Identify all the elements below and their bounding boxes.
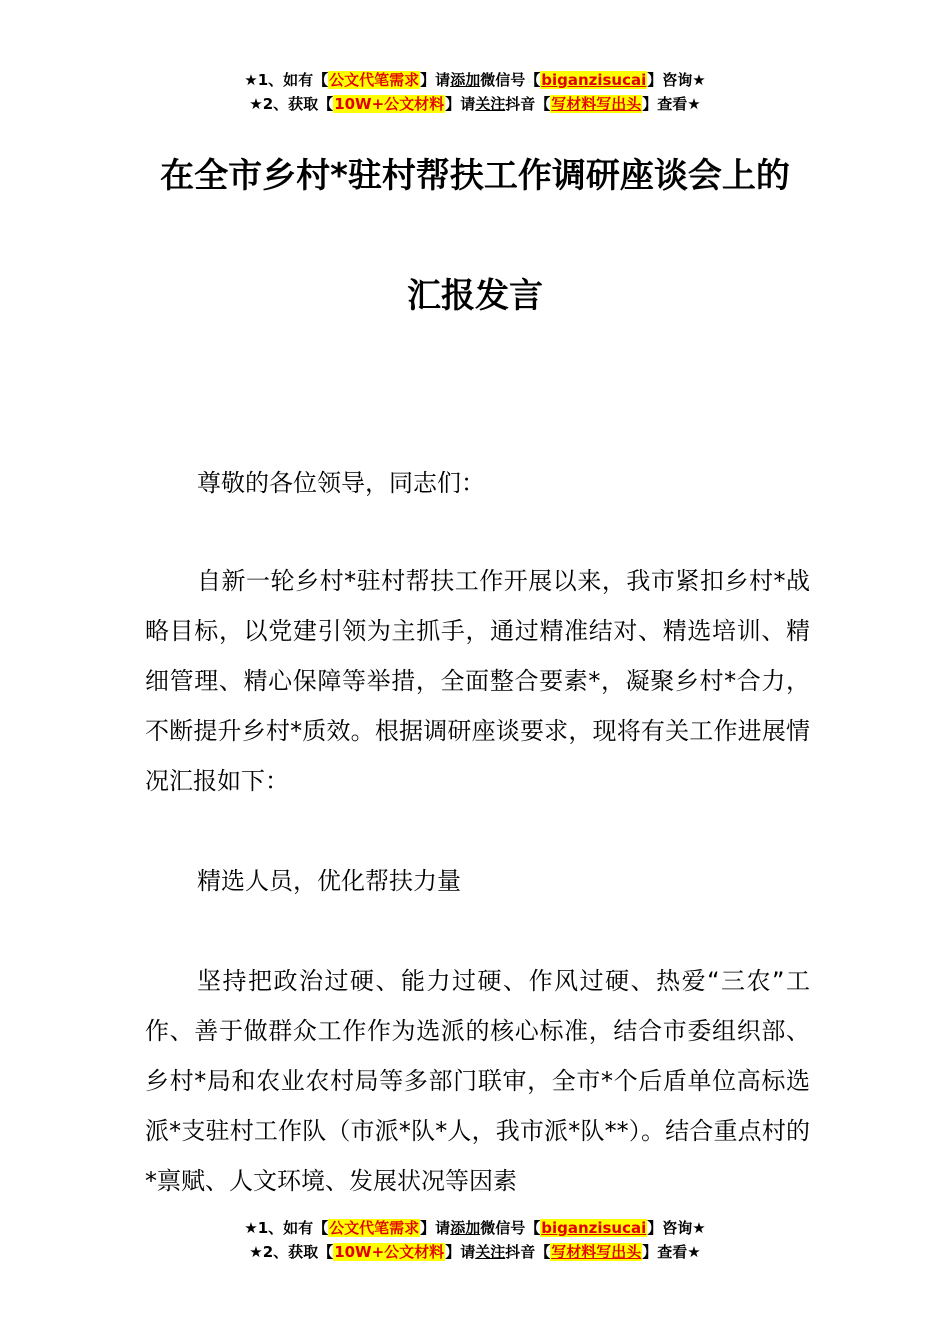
banner-text: 抖音【: [505, 95, 551, 113]
banner-text: 】请: [420, 1219, 451, 1237]
banner-text: 】咨询★: [647, 71, 706, 89]
banner-highlight: 10W+公文材料: [334, 1243, 445, 1261]
banner-text: ★1、如有【: [244, 71, 329, 89]
banner-wechat-id: biganzisucai: [541, 1219, 647, 1237]
header-banner: [0, 68, 950, 116]
banner-text: ★2、获取【: [249, 95, 334, 113]
banner-underline: 关注: [475, 1243, 506, 1261]
banner-text: 微信号【: [480, 1219, 541, 1237]
document-title-line-2: 汇报发言: [407, 276, 543, 316]
banner-highlight: 公文代笔需求: [329, 1219, 420, 1237]
banner-text: 】请: [420, 71, 451, 89]
section-heading-1: 精选人员，优化帮扶力量: [197, 867, 461, 895]
footer-banner-line-2: [0, 1240, 950, 1264]
banner-douyin-id: 写材料写出头: [551, 95, 642, 113]
header-banner-line-1: [0, 68, 950, 92]
banner-text: 】请: [445, 1243, 476, 1261]
banner-highlight: 10W+公文材料: [334, 95, 445, 113]
banner-text: 】查看★: [642, 95, 701, 113]
banner-douyin-id: 写材料写出头: [551, 1243, 642, 1261]
banner-text: ★2、获取【: [249, 1243, 334, 1261]
banner-text: ★1、如有【: [244, 1219, 329, 1237]
footer-banner: [0, 1216, 950, 1264]
banner-wechat-id: biganzisucai: [541, 71, 647, 89]
banner-underline: 关注: [475, 95, 506, 113]
footer-banner-line-1: [0, 1216, 950, 1240]
banner-text: 抖音【: [505, 1243, 551, 1261]
body-paragraph-1: 自新一轮乡村*驻村帮扶工作开展以来，我市紧扣乡村*战略目标，以党建引领为主抓手，通过精准结对、精选培训、精细管理、精心保障等举措，全面整合要素*，凝聚乡村*合力，不断提升乡村*质效。根据调研座谈要求，现将有关工作进展情况汇报如下：: [145, 567, 810, 795]
body-paragraph-2: 坚持把政治过硬、能力过硬、作风过硬、热爱“三农”工作、善于做群众工作作为选派的核心标准，结合市委组织部、乡村*局和农业农村局等多部门联审，全市*个后盾单位高标选派*支驻村工作队（市派*队*人，我市派*队**）。结合重点村的*禀赋、人文环境、发展状况等因素: [145, 967, 810, 1195]
salutation: 尊敬的各位领导，同志们：: [197, 469, 485, 497]
header-banner-line-2: [0, 92, 950, 116]
banner-underline: 添加: [450, 1219, 481, 1237]
banner-text: 】咨询★: [647, 1219, 706, 1237]
document-title-line-1: 在全市乡村*驻村帮扶工作调研座谈会上的: [160, 156, 790, 196]
banner-text: 微信号【: [480, 71, 541, 89]
banner-text: 】请: [445, 95, 476, 113]
banner-text: 】查看★: [642, 1243, 701, 1261]
banner-highlight: 公文代笔需求: [329, 71, 420, 89]
banner-underline: 添加: [450, 71, 481, 89]
